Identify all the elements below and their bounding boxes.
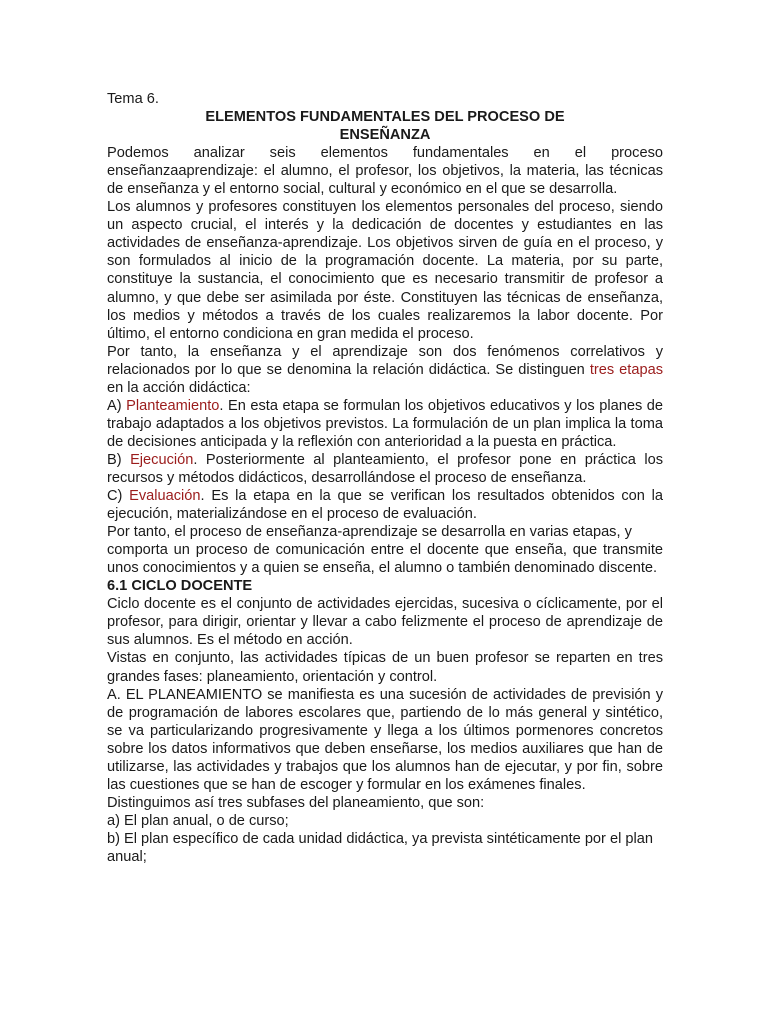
stage-b-paragraph (107, 451, 663, 487)
paragraph-subphases: Distinguimos así tres subfases del planeamiento, que son: (107, 794, 485, 811)
list-item-plan-especifico: b) El plan específico de cada unidad didáctica, ya prevista sintéticamente por el plan anual; (107, 830, 653, 865)
paragraph-phases: Vistas en conjunto, las actividades típicas de un buen profesor se reparten en tres grandes fases: planeamiento, orientación y control. (107, 650, 663, 685)
document-title-line-1: ELEMENTOS FUNDAMENTALES DEL PROCESO DE (205, 109, 565, 126)
paragraph-planeamiento: A. EL PLANEAMIENTO se manifiesta es una sucesión de actividades de previsión y de programación de labores escolares que, partiendo de lo más general y sintético, se va particularizando progresivamente y llega a los últimos pormenores concretos sobre los datos informativos que deben enseñarse, los medios auxiliares que han de utilizarse, las actividades y trabajos que los alumnos han de ejecutar, y por fin, sobre las cuestiones que se han de escoger y formular en los exámenes finales. (107, 686, 663, 793)
stage-c-prefix: C) (107, 488, 130, 505)
paragraph-communication-line-1: Por tanto, el proceso de enseñanza-aprendizaje se desarrolla en varias etapas, y (107, 524, 632, 541)
paragraph-communication-line-2: comporta un proceso de comunicación entre el docente que enseña, que transmite unos conocimientos y a quien se enseña, el alumno o también denominado discente. (107, 542, 663, 577)
stage-a-prefix: A) (107, 397, 127, 414)
paragraph-elements: Los alumnos y profesores constituyen los elementos personales del proceso, siendo un aspecto crucial, el interés y la dedicación de docentes y estudiantes en las actividades de enseñanza-aprendizaje. Los objetivos sirven de guía en el proceso, y son formulados al inicio de la programación docente. La materia, por su parte, constituye la sustancia, el conocimiento que es necesario transmitir de profesor a alumno, y que debe ser asimilada por éste. Constituyen las técnicas de enseñanza, los medios y métodos a través de los cuales realizaremos la labor docente. Por último, el entorno condiciona en gran medida el proceso. (107, 199, 663, 342)
list-item-plan-anual: a) El plan anual, o de curso; (107, 812, 289, 829)
section-heading-ciclo-docente: 6.1 CICLO DOCENTE (107, 578, 253, 595)
paragraph-intro: Podemos analizar seis elementos fundamentales en el proceso enseñanzaaprendizaje: el alumno, el profesor, los objetivos, la materia, las técnicas de enseñanza y el entorno social, cultural y económico en el que se desarrolla. (107, 145, 663, 198)
stage-c-text: . Es la etapa en la que se verifican los resultados obtenidos con la ejecución, materializándose en el proceso de evaluación. (107, 488, 663, 523)
document-title-line-2: ENSEÑANZA (339, 127, 431, 144)
didactic-text-after: en la acción didáctica: (107, 379, 251, 396)
stage-a-term: Planteamiento (126, 397, 220, 414)
stage-a-text: . En esta etapa se formulan los objetivos educativos y los planes de trabajo adaptados a los objetivos previstos. La formulación de un plan implica la toma de decisiones anticipada y la reflexión con anterioridad a la puesta en práctica. (107, 397, 663, 450)
didactic-text-before: Por tanto, la enseñanza y el aprendizaje son dos fenómenos correlativos y relacionados por lo que se denomina la relación didáctica. Se distinguen (107, 343, 663, 378)
stage-c-paragraph (107, 487, 663, 523)
stage-a-paragraph (107, 397, 663, 451)
stages-highlight: tres etapas (589, 361, 663, 378)
paragraph-ciclo-definition: Ciclo docente es el conjunto de actividades ejercidas, sucesiva o cíclicamente, por el profesor, para dirigir, orientar y llevar a cabo felizmente el proceso de aprendizaje de sus alumnos. Es el método en acción. (107, 596, 663, 649)
tema-label: Tema 6. (107, 91, 159, 107)
stage-c-term: Evaluación (129, 488, 201, 505)
stage-b-term: Ejecución (130, 451, 194, 468)
paragraph-didactic-relation (107, 343, 663, 397)
stage-b-text: . Posteriormente al planteamiento, el profesor pone en práctica los recursos y métodos didácticos, desarrollándose el proceso de enseñanza. (107, 451, 663, 486)
stage-b-prefix: B) (107, 451, 131, 468)
document-page (107, 90, 663, 866)
